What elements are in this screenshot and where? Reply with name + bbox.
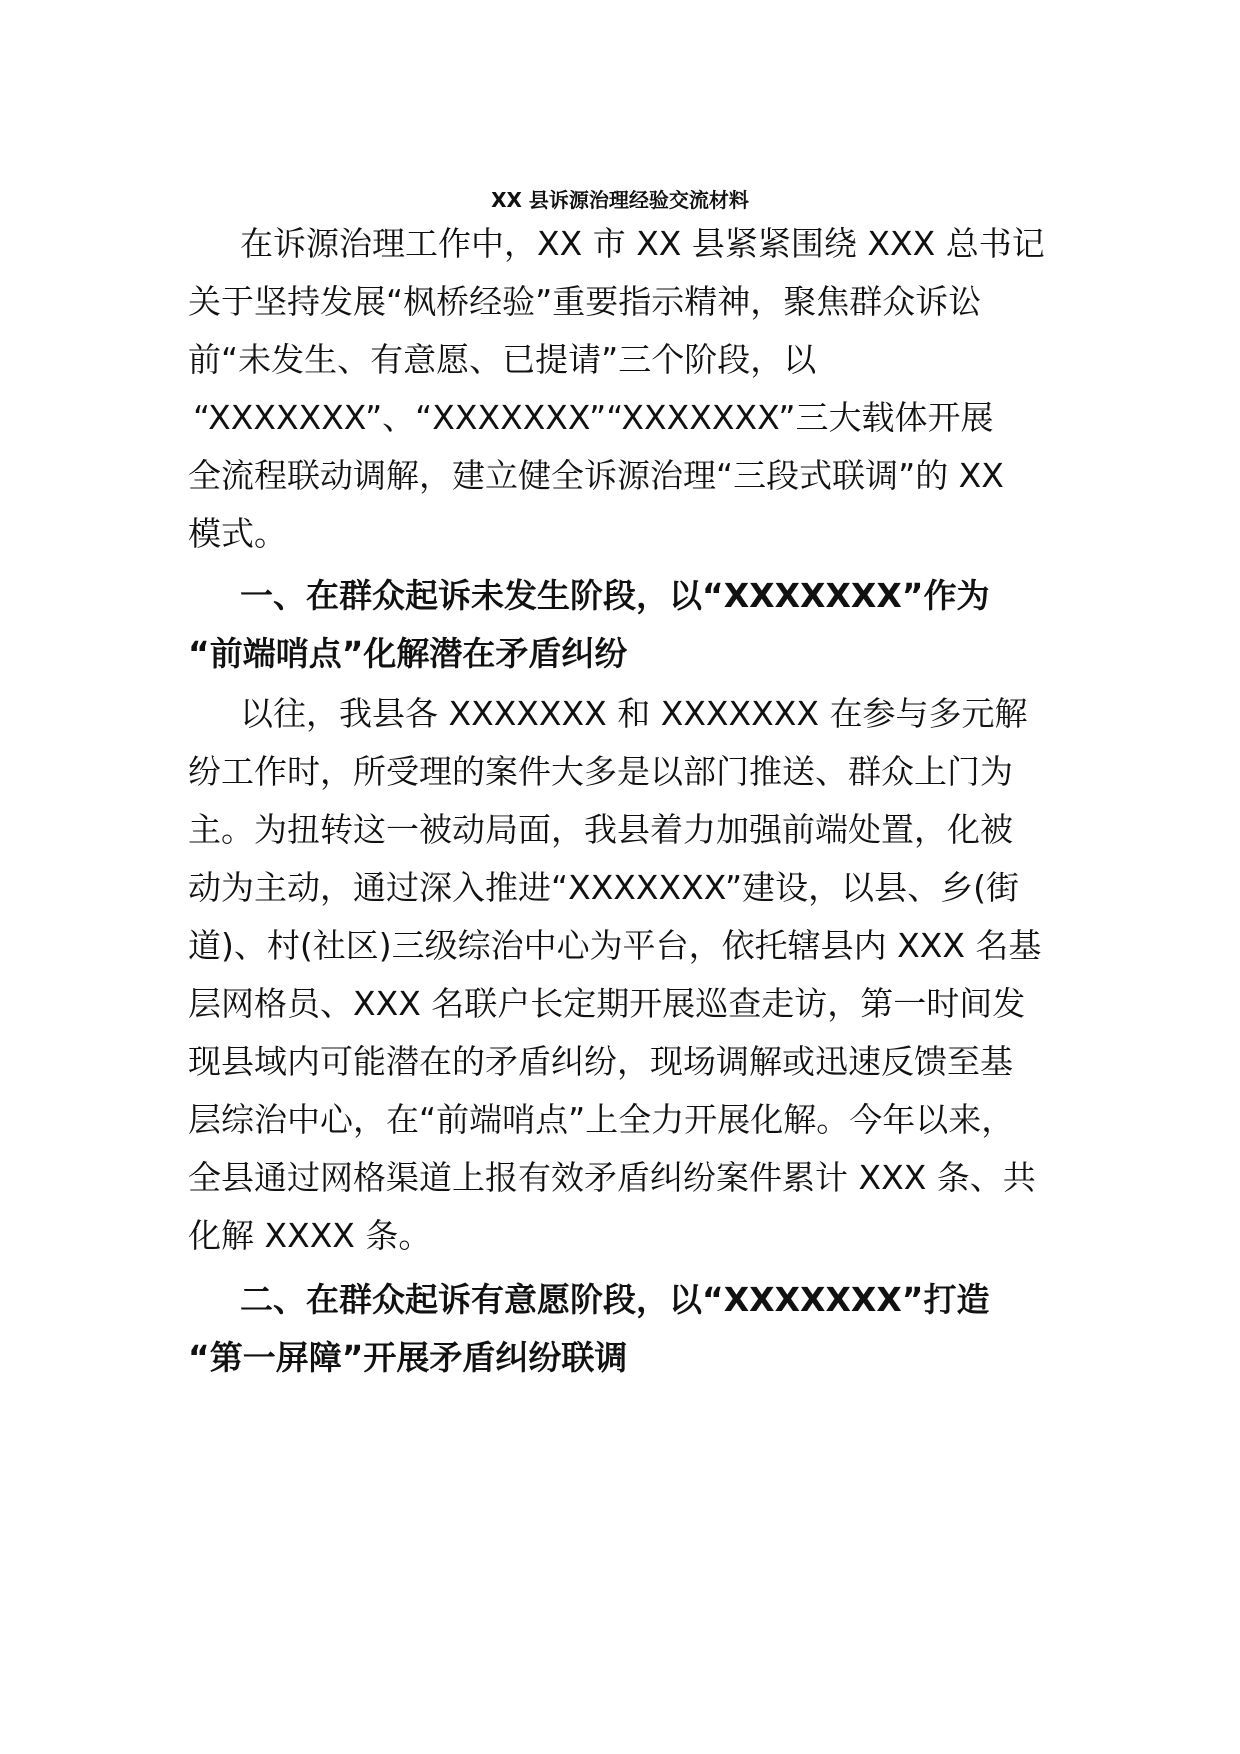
intro-line-4: “XXXXXXX”、“XXXXXXX”“XXXXXXX”三大载体开展 xyxy=(193,398,994,437)
section1-body-line-8: 层综治中心，在“前端哨点”上全力开展化解。今年以来， xyxy=(188,1100,1015,1139)
section1-heading-line-1: 一、在群众起诉未发生阶段，以“XXXXXXX”作为 xyxy=(240,576,990,615)
section1-body-line-6: 层网格员、XXX 名联户长定期开展巡查走访，第一时间发 xyxy=(188,984,1026,1023)
intro-line-1: 在诉源治理工作中，XX 市 XX 县紧紧围绕 XXX 总书记 xyxy=(240,224,1045,263)
section1-heading-line-2: “前端哨点”化解潜在矛盾纠纷 xyxy=(188,634,628,673)
section2-heading-line-1: 二、在群众起诉有意愿阶段，以“XXXXXXX”打造 xyxy=(240,1280,990,1319)
section1-body-line-2: 纷工作时，所受理的案件大多是以部门推送、群众上门为 xyxy=(188,752,1013,791)
intro-line-6: 模式。 xyxy=(188,514,287,553)
section1-body-line-3: 主。为扭转这一被动局面，我县着力加强前端处置，化被 xyxy=(188,810,1013,849)
intro-line-3: 前“未发生、有意愿、已提请”三个阶段，以 xyxy=(188,340,817,379)
section1-body-line-7: 现县域内可能潜在的矛盾纠纷，现场调解或迅速反馈至基 xyxy=(188,1042,1013,1081)
section1-body-line-1: 以往，我县各 XXXXXXX 和 XXXXXXX 在参与多元解 xyxy=(240,694,1028,733)
section1-body-line-9: 全县通过网格渠道上报有效矛盾纠纷案件累计 XXX 条、共 xyxy=(188,1158,1036,1197)
section1-body-line-5: 道)、村(社区)三级综治中心为平台，依托辖县内 XXX 名基 xyxy=(188,926,1042,965)
section1-body-line-10: 化解 XXXX 条。 xyxy=(188,1216,432,1255)
intro-line-5: 全流程联动调解，建立健全诉源治理“三段式联调”的 XX xyxy=(188,456,1004,495)
intro-line-2: 关于坚持发展“枫桥经验”重要指示精神，聚焦群众诉讼 xyxy=(188,282,982,321)
section1-body-line-4: 动为主动，通过深入推进“XXXXXXX”建设，以县、乡(街 xyxy=(188,868,1019,907)
section2-heading-line-2: “第一屏障”开展矛盾纠纷联调 xyxy=(188,1338,628,1377)
document-title: XX 县诉源治理经验交流材料 xyxy=(491,188,749,212)
